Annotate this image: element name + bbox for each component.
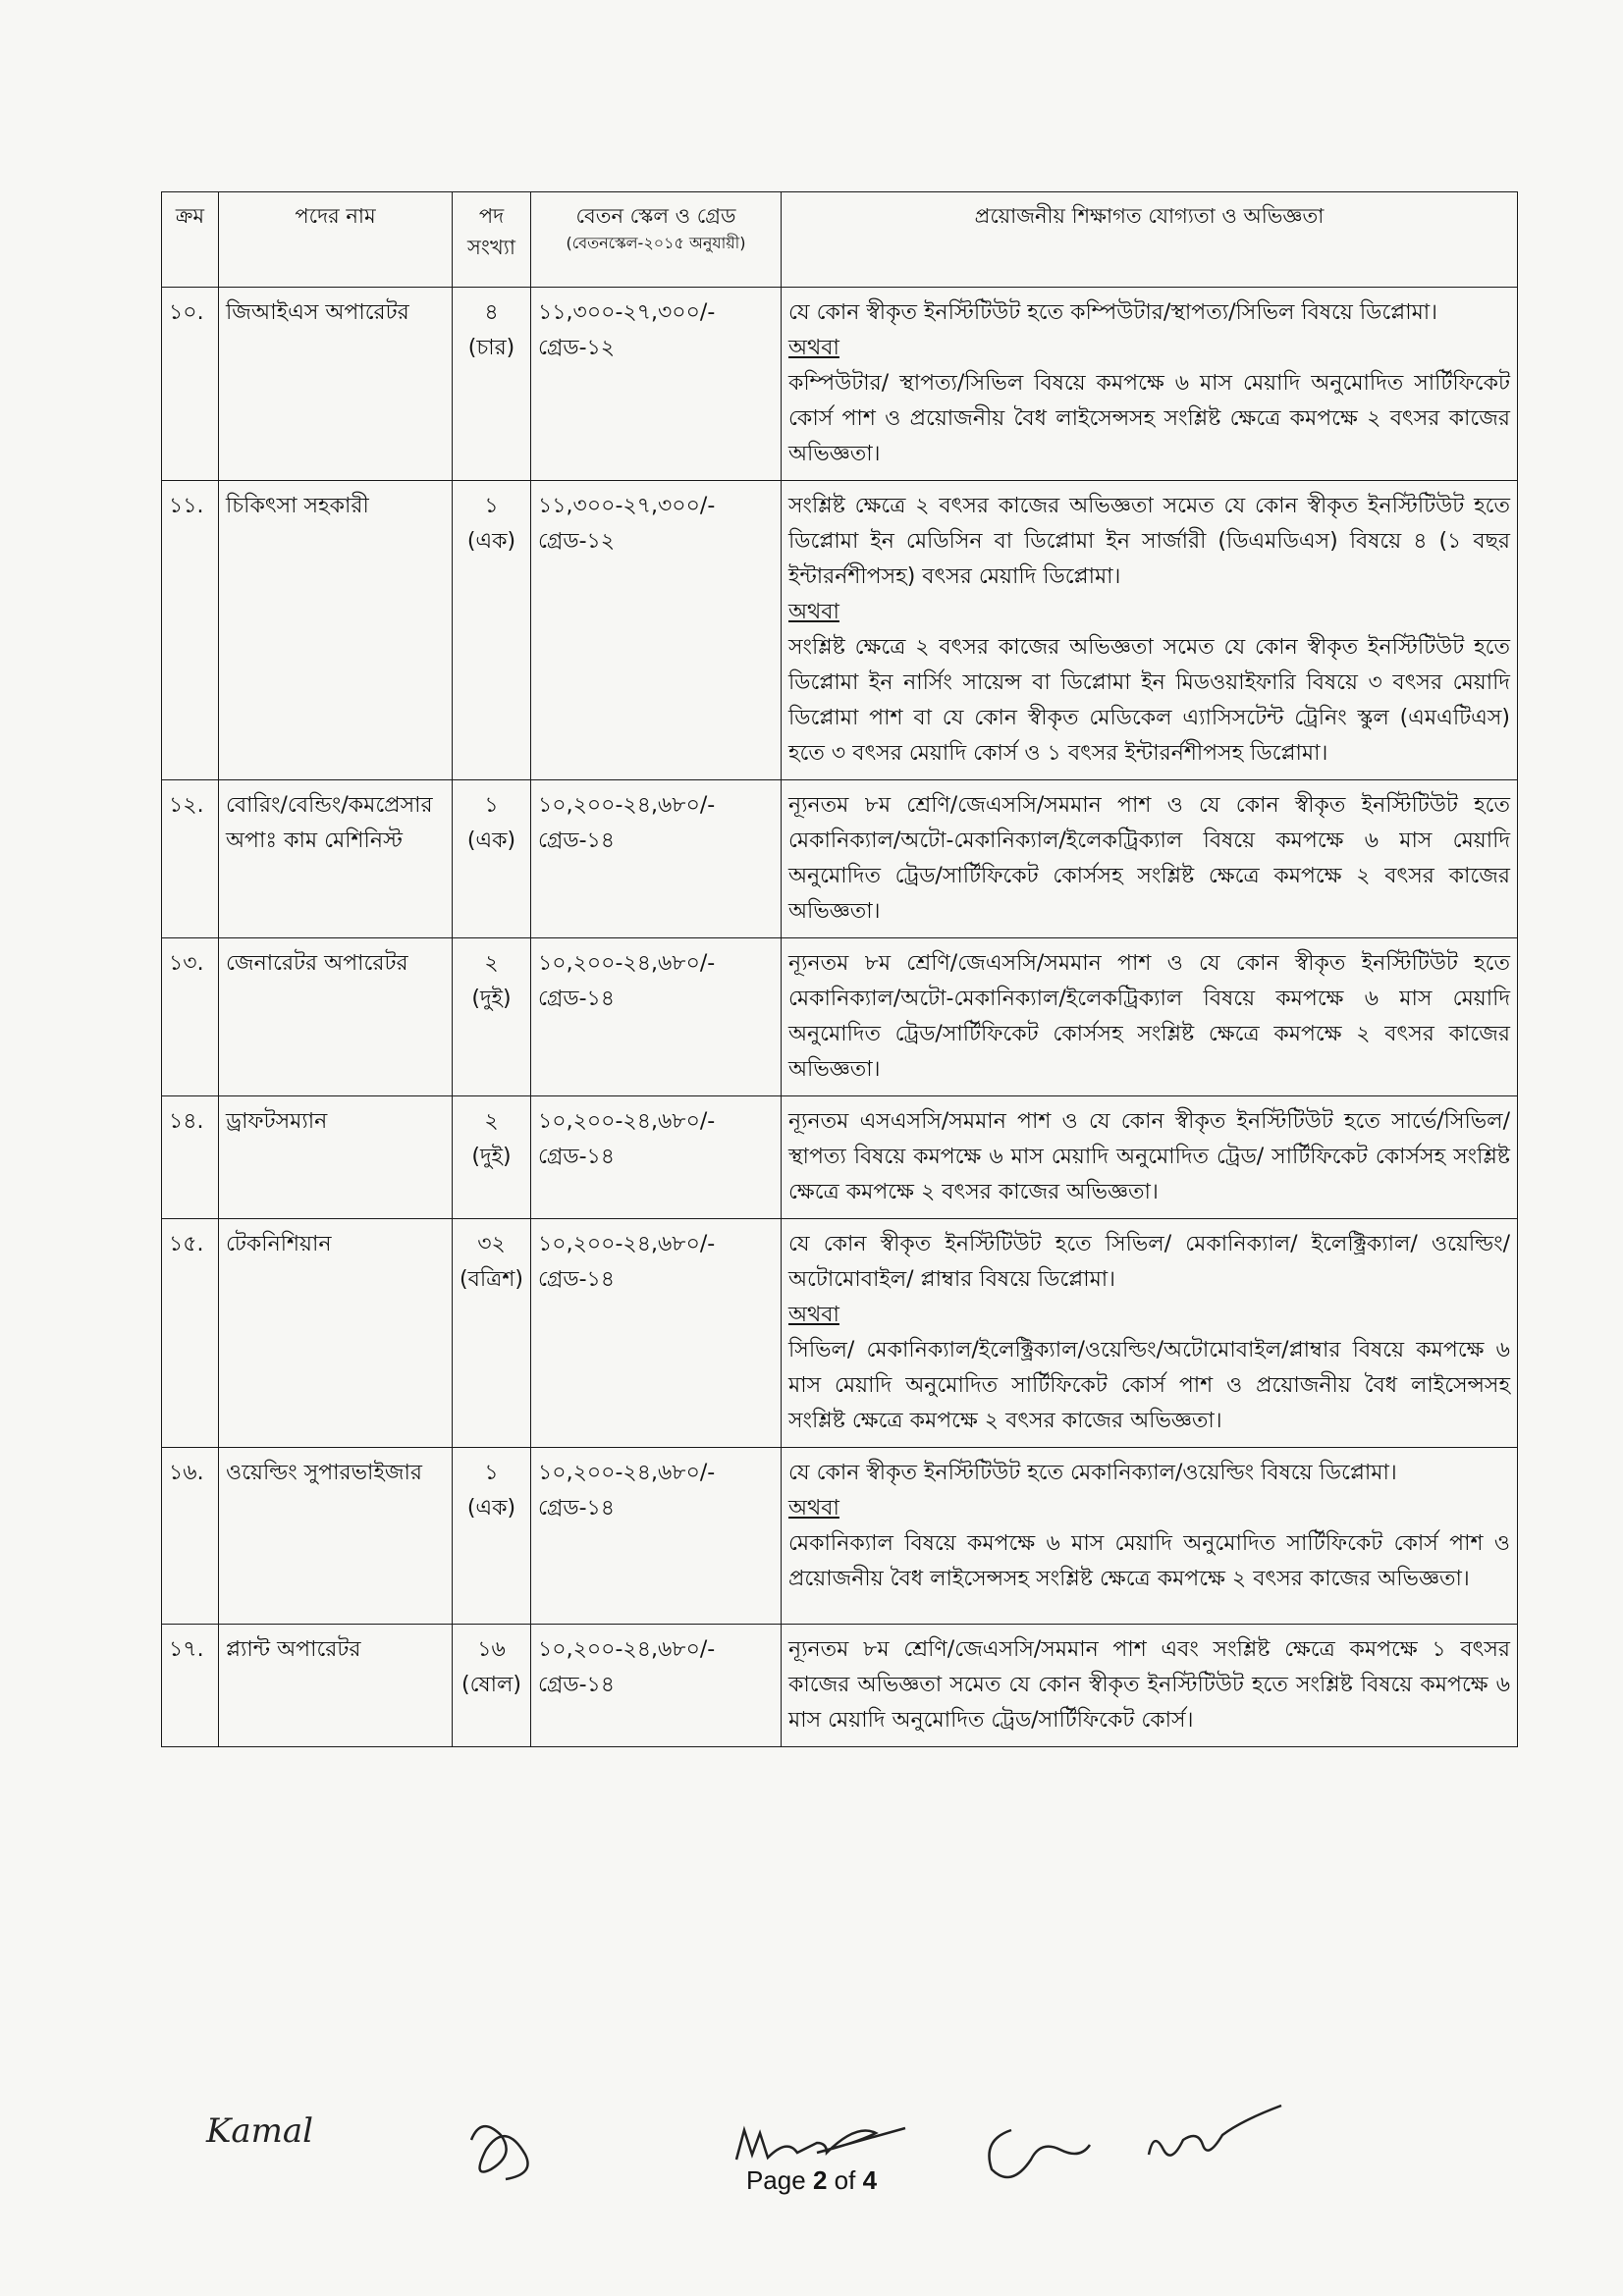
or-label: অথবা [788,1303,839,1327]
header-pay-scale [531,192,782,288]
row-pay-scale [531,1448,782,1625]
header-post-count-line2: সংখ্যা [467,236,515,259]
signature-kamal: Kamal [206,2111,314,2151]
signature-area [147,2101,1424,2218]
qualification-text: সিভিল/ মেকানিক্যাল/ইলেক্ট্রিক্যাল/ওয়েল্ডিং/অটোমোবাইল/প্লাম্বার বিষয়ে কমপক্ষে ৬ মাস মেয়াদি অনুমোদিত সার্টিফিকেট কোর্স পাশ ও প্রয়োজনীয় বৈধ লাইসেন্সসহ সংশ্লিষ্ট ক্ষেত্রে কমপক্ষে ২ বৎসর কাজের অভিজ্ঞতা। [788,1338,1510,1433]
row-post-count-words: (ষোল) [461,1673,521,1697]
row-serial: ১৩. [162,938,219,1096]
footer-current-page: 2 [812,2165,828,2195]
row-post-count [453,1096,531,1219]
qualification-text: সংশ্লিষ্ট ক্ষেত্রে ২ বৎসর কাজের অভিজ্ঞতা সমেত যে কোন স্বীকৃত ইনস্টিটিউট হতে ডিপ্লোমা ইন মেডিসিন বা ডিপ্লোমা ইন সার্জারী (ডিএমডিএস) বিষয়ে ৪ (১ বছর ইন্টারর্নশীপসহ) বৎসর মেয়াদি ডিপ্লোমা। [788,494,1510,589]
vacancy-table [161,191,1518,1747]
row-post-count-number: ২ [484,1109,499,1134]
header-pay-scale-line1: বেতন স্কেল ও গ্রেড [575,204,736,228]
row-post-count-words: (চার) [467,336,515,360]
row-scale-range: ১০,২০০-২৪,৬৮০/- [538,1461,716,1485]
row-serial: ১১. [162,481,219,780]
row-scale-range: ১১,৩০০-২৭,৩০০/- [538,494,716,518]
table-row [162,780,1518,938]
row-grade: গ্রেড-১৪ [538,987,616,1011]
qualification-text: কম্পিউটার/ স্থাপত্য/সিভিল বিষয়ে কমপক্ষে ৬ মাস মেয়াদি অনুমোদিত সার্টিফিকেট কোর্স পাশ ও প্রয়োজনীয় বৈধ লাইসেন্সসহ সংশ্লিষ্ট ক্ষেত্রে কমপক্ষে ২ বৎসর কাজের অভিজ্ঞতা। [788,371,1510,466]
qualification-text: মেকানিক্যাল বিষয়ে কমপক্ষে ৬ মাস মেয়াদি অনুমোদিত সার্টিফিকেট কোর্স পাশ ও প্রয়োজনীয় বৈধ লাইসেন্সসহ সংশ্লিষ্ট ক্ষেত্রে কমপক্ষে ২ বৎসর কাজের অভিজ্ঞতা। [788,1531,1510,1591]
header-pay-scale-line2: (বেতনস্কেল-২০১৫ অনুযায়ী) [566,234,746,252]
row-qualification [782,288,1518,481]
row-serial: ১৪. [162,1096,219,1219]
header-post-count-line1: পদ [478,204,505,228]
row-post-name: প্ল্যান্ট অপারেটর [219,1625,453,1747]
row-qualification [782,1219,1518,1448]
row-scale-range: ১০,২০০-২৪,৬৮০/- [538,1109,716,1134]
row-post-count-number: ৩২ [477,1232,506,1256]
row-post-name: চিকিৎসা সহকারী [219,481,453,780]
qualification-text: যে কোন স্বীকৃত ইনস্টিটিউট হতে কম্পিউটার/স্থাপত্য/সিভিল বিষয়ে ডিপ্লোমা। [788,300,1438,325]
table-row [162,1448,1518,1625]
row-pay-scale [531,1625,782,1747]
row-post-count-number: ১ [484,793,499,818]
row-post-count [453,1625,531,1747]
row-grade: গ্রেড-১২ [538,529,616,554]
header-serial: ক্রম [162,192,219,288]
row-scale-range: ১০,২০০-২৪,৬৮০/- [538,1637,716,1662]
row-post-count-number: ২ [484,951,499,976]
footer-mid: of [834,2165,856,2195]
or-label: অথবা [788,1496,839,1521]
footer-prefix: Page [745,2165,806,2195]
qualification-text: সংশ্লিষ্ট ক্ষেত্রে ২ বৎসর কাজের অভিজ্ঞতা সমেত যে কোন স্বীকৃত ইনস্টিটিউট হতে ডিপ্লোমা ইন নার্সিং সায়েন্স বা ডিপ্লোমা ইন মিডওয়াইফারি বিষয়ে ৩ বৎসর মেয়াদি ডিপ্লোমা পাশ বা যে কোন স্বীকৃত মেডিকেল এ্যাসিসটেন্ট ট্রেনিং স্কুল (এমএটিএস) হতে ৩ বৎসর মেয়াদি কোর্স ও ১ বৎসর ইন্টারর্নশীপসহ ডিপ্লোমা। [788,635,1510,766]
row-post-count [453,288,531,481]
qualification-text: ন্যূনতম ৮ম শ্রেণি/জেএসসি/সমমান পাশ এবং সংশ্লিষ্ট ক্ষেত্রে কমপক্ষে ১ বৎসর কাজের অভিজ্ঞতা সমেত যে কোন স্বীকৃত ইনস্টিটিউট হতে সংশ্লিষ্ট বিষয়ে কমপক্ষে ৬ মাস মেয়াদি অনুমোদিত ট্রেড/সার্টিফিকেট কোর্স। [788,1637,1510,1733]
signature-5 [1149,2106,1281,2156]
row-serial: ১২. [162,780,219,938]
row-pay-scale [531,780,782,938]
row-pay-scale [531,481,782,780]
row-scale-range: ১০,২০০-২৪,৬৮০/- [538,1232,716,1256]
row-qualification [782,1625,1518,1747]
row-scale-range: ১১,৩০০-২৭,৩০০/- [538,300,716,325]
table-row [162,481,1518,780]
row-post-count-words: (দুই) [471,1145,512,1169]
row-qualification [782,481,1518,780]
table-row [162,1219,1518,1448]
row-pay-scale [531,938,782,1096]
row-post-name: টেকনিশিয়ান [219,1219,453,1448]
row-post-count [453,1219,531,1448]
qualification-text: যে কোন স্বীকৃত ইনস্টিটিউট হতে সিভিল/ মেকানিক্যাল/ ইলেক্ট্রিক্যাল/ ওয়েল্ডিং/ অটোমোবাইল/ প্লাম্বার বিষয়ে ডিপ্লোমা। [788,1232,1510,1292]
row-post-name: জিআইএস অপারেটর [219,288,453,481]
qualification-text: ন্যূনতম ৮ম শ্রেণি/জেএসসি/সমমান পাশ ও যে কোন স্বীকৃত ইনস্টিটিউট হতে মেকানিক্যাল/অটো-মেকানিক্যাল/ইলেকট্রিক্যাল বিষয়ে কমপক্ষে ৬ মাস মেয়াদি অনুমোদিত ট্রেড/সার্টিফিকেট কোর্সসহ সংশ্লিষ্ট ক্ষেত্রে কমপক্ষে ২ বৎসর কাজের অভিজ্ঞতা। [788,793,1510,924]
row-scale-range: ১০,২০০-২৪,৬৮০/- [538,951,716,976]
row-post-name: ড্রাফটসম্যান [219,1096,453,1219]
row-grade: গ্রেড-১৪ [538,1496,616,1521]
table-row [162,1096,1518,1219]
row-post-count-number: ৪ [484,300,499,325]
row-scale-range: ১০,২০০-২৪,৬৮০/- [538,793,716,818]
qualification-text: ন্যূনতম এসএসসি/সমমান পাশ ও যে কোন স্বীকৃত ইনস্টিটিউট হতে সার্ভে/সিভিল/স্থাপত্য বিষয়ে কমপক্ষে ৬ মাস মেয়াদি অনুমোদিত ট্রেড/ সার্টিফিকেট কোর্সসহ সংশ্লিষ্ট ক্ষেত্রে কমপক্ষে ২ বৎসর কাজের অভিজ্ঞতা। [788,1109,1510,1204]
table-row [162,1625,1518,1747]
row-serial: ১৫. [162,1219,219,1448]
page-footer [0,2165,1623,2196]
row-pay-scale [531,288,782,481]
header-post-name: পদের নাম [219,192,453,288]
table-row [162,938,1518,1096]
row-post-name: জেনারেটর অপারেটর [219,938,453,1096]
signature-3 [736,2128,905,2160]
header-qualification: প্রয়োজনীয় শিক্ষাগত যোগ্যতা ও অভিজ্ঞতা [782,192,1518,288]
row-qualification [782,1448,1518,1625]
row-pay-scale [531,1219,782,1448]
or-label: অথবা [788,336,839,360]
row-post-count-words: (এক) [466,1496,516,1521]
row-qualification [782,938,1518,1096]
table-header-row [162,192,1518,288]
row-post-count-words: (এক) [466,529,516,554]
footer-total-pages: 4 [862,2165,878,2195]
table-row [162,288,1518,481]
row-grade: গ্রেড-১৪ [538,1267,616,1292]
row-post-count-number: ১৬ [477,1637,506,1662]
qualification-text: ন্যূনতম ৮ম শ্রেণি/জেএসসি/সমমান পাশ ও যে কোন স্বীকৃত ইনস্টিটিউট হতে মেকানিক্যাল/অটো-মেকানিক্যাল/ইলেকট্রিক্যাল বিষয়ে কমপক্ষে ৬ মাস মেয়াদি অনুমোদিত ট্রেড/সার্টিফিকেট কোর্সসহ সংশ্লিষ্ট ক্ষেত্রে কমপক্ষে ২ বৎসর কাজের অভিজ্ঞতা। [788,951,1510,1082]
or-label: অথবা [788,600,839,624]
row-post-name: ওয়েল্ডিং সুপারভাইজার [219,1448,453,1625]
row-post-count [453,938,531,1096]
table-body [162,288,1518,1747]
row-grade: গ্রেড-১৪ [538,1145,616,1169]
row-qualification [782,1096,1518,1219]
row-post-count-words: (এক) [466,828,516,853]
row-post-count [453,481,531,780]
row-post-count [453,780,531,938]
row-serial: ১৭. [162,1625,219,1747]
row-grade: গ্রেড-১২ [538,336,616,360]
row-pay-scale [531,1096,782,1219]
row-post-count [453,1448,531,1625]
row-post-count-words: (দুই) [471,987,512,1011]
row-post-name: বোরিং/বেন্ডিং/কমপ্রেসার অপাঃ কাম মেশিনিস্ট [219,780,453,938]
row-grade: গ্রেড-১৪ [538,1673,616,1697]
row-post-count-number: ১ [484,494,499,518]
header-post-count [453,192,531,288]
row-post-count-number: ১ [484,1461,499,1485]
row-serial: ১০. [162,288,219,481]
row-serial: ১৬. [162,1448,219,1625]
row-post-count-words: (বত্রিশ) [460,1267,523,1292]
row-grade: গ্রেড-১৪ [538,828,616,853]
qualification-text: যে কোন স্বীকৃত ইনস্টিটিউট হতে মেকানিক্যাল/ওয়েল্ডিং বিষয়ে ডিপ্লোমা। [788,1461,1397,1485]
row-qualification [782,780,1518,938]
